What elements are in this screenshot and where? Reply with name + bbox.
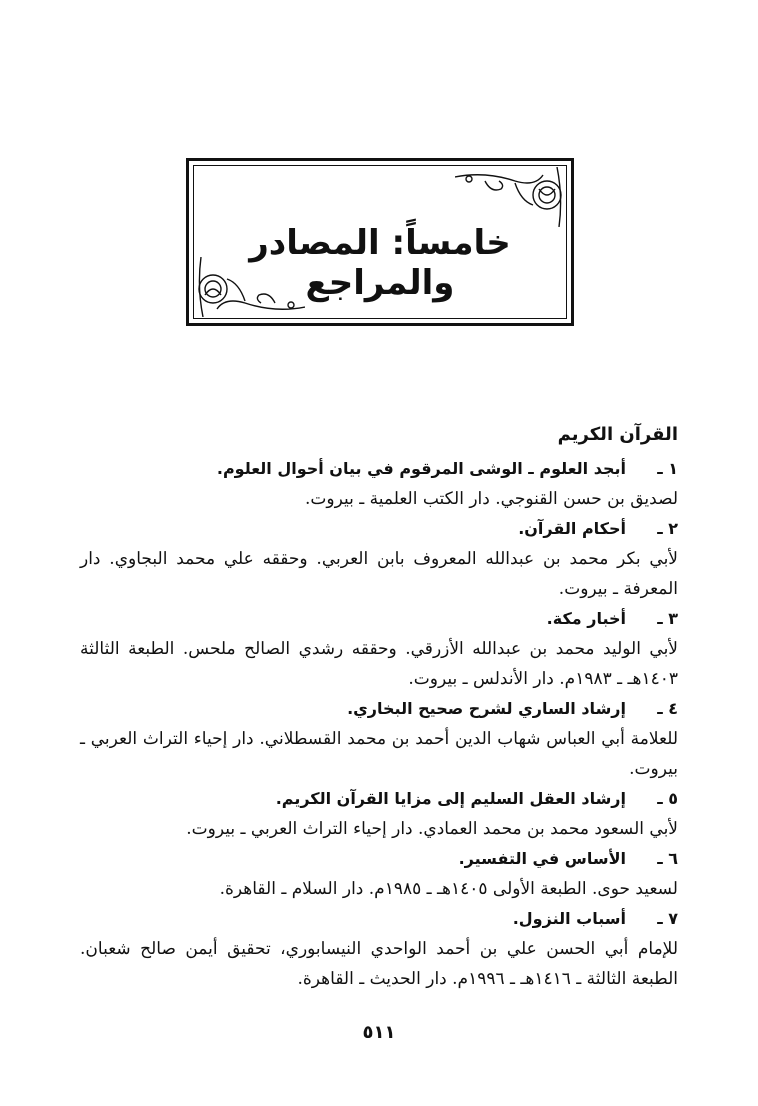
entry-title-row bbox=[80, 844, 678, 874]
entry-number: ٣ ـ bbox=[657, 609, 678, 628]
entry-title: إرشاد الساري لشرح صحيح البخاري. bbox=[347, 699, 626, 718]
entry-title-row bbox=[80, 454, 678, 484]
entry-details: للعلامة أبي العباس شهاب الدين أحمد بن محمد القسطلاني. دار إحياء التراث العربي ـ بيروت. bbox=[80, 729, 678, 779]
reference-entry bbox=[80, 694, 678, 784]
reference-entry bbox=[80, 454, 678, 514]
entry-number: ٢ ـ bbox=[657, 519, 678, 538]
reference-entry bbox=[80, 604, 678, 694]
entry-details: لأبي بكر محمد بن عبدالله المعروف بابن العربي. وحققه علي محمد البجاوي. دار المعرفة ـ بيروت. bbox=[80, 549, 678, 599]
entry-details: للإمام أبي الحسن علي بن أحمد الواحدي النيسابوري، تحقيق أيمن صالح شعبان. الطبعة الثالثة ـ ١٤١٦هـ ـ ١٩٩٦م. دار الحديث ـ القاهرة. bbox=[80, 939, 678, 989]
entry-number: ٧ ـ bbox=[657, 909, 678, 928]
entry-title: الأساس في التفسير. bbox=[458, 849, 626, 868]
entry-title-row bbox=[80, 514, 678, 544]
reference-entry bbox=[80, 844, 678, 904]
entry-title: أحكام القرآن. bbox=[518, 519, 626, 538]
entry-title-row bbox=[80, 604, 678, 634]
entry-number: ٤ ـ bbox=[657, 699, 678, 718]
title-frame bbox=[186, 158, 574, 326]
page-title: خامساً: المصادر والمراجع bbox=[249, 223, 511, 303]
corner-ornament-top-right bbox=[455, 167, 565, 227]
entry-title: أخبار مكة. bbox=[546, 609, 626, 628]
entry-details: لصديق بن حسن القنوجي. دار الكتب العلمية ـ بيروت. bbox=[304, 489, 678, 509]
entry-number: ٥ ـ bbox=[657, 789, 678, 808]
entry-title: أبجد العلوم ـ الوشى المرقوم في بيان أحوال العلوم. bbox=[216, 459, 626, 478]
entry-details: لأبي الوليد محمد بن عبدالله الأزرقي. وحققه رشدي الصالح ملحس. الطبعة الثالثة ١٤٠٣هـ ـ ١٩٨٣م. دار الأندلس ـ بيروت. bbox=[80, 639, 678, 689]
section-heading: القرآن الكريم bbox=[557, 424, 678, 445]
entry-details: لأبي السعود محمد بن محمد العمادي. دار إحياء التراث العربي ـ بيروت. bbox=[186, 819, 678, 839]
reference-entry bbox=[80, 514, 678, 604]
entry-title-row bbox=[80, 694, 678, 724]
entry-number: ١ ـ bbox=[657, 459, 678, 478]
page-number: ٥١١ bbox=[362, 1022, 396, 1043]
entry-title-row bbox=[80, 904, 678, 934]
reference-entry bbox=[80, 904, 678, 994]
reference-entry bbox=[80, 784, 678, 844]
entry-number: ٦ ـ bbox=[657, 849, 678, 868]
entry-title: إرشاد العقل السليم إلى مزايا القرآن الكريم. bbox=[275, 789, 626, 808]
entry-details: لسعيد حوى. الطبعة الأولى ١٤٠٥هـ ـ ١٩٨٥م. دار السلام ـ القاهرة. bbox=[219, 879, 678, 899]
entry-title: أسباب النزول. bbox=[512, 909, 626, 928]
references-list bbox=[80, 420, 678, 994]
entry-title-row bbox=[80, 784, 678, 814]
